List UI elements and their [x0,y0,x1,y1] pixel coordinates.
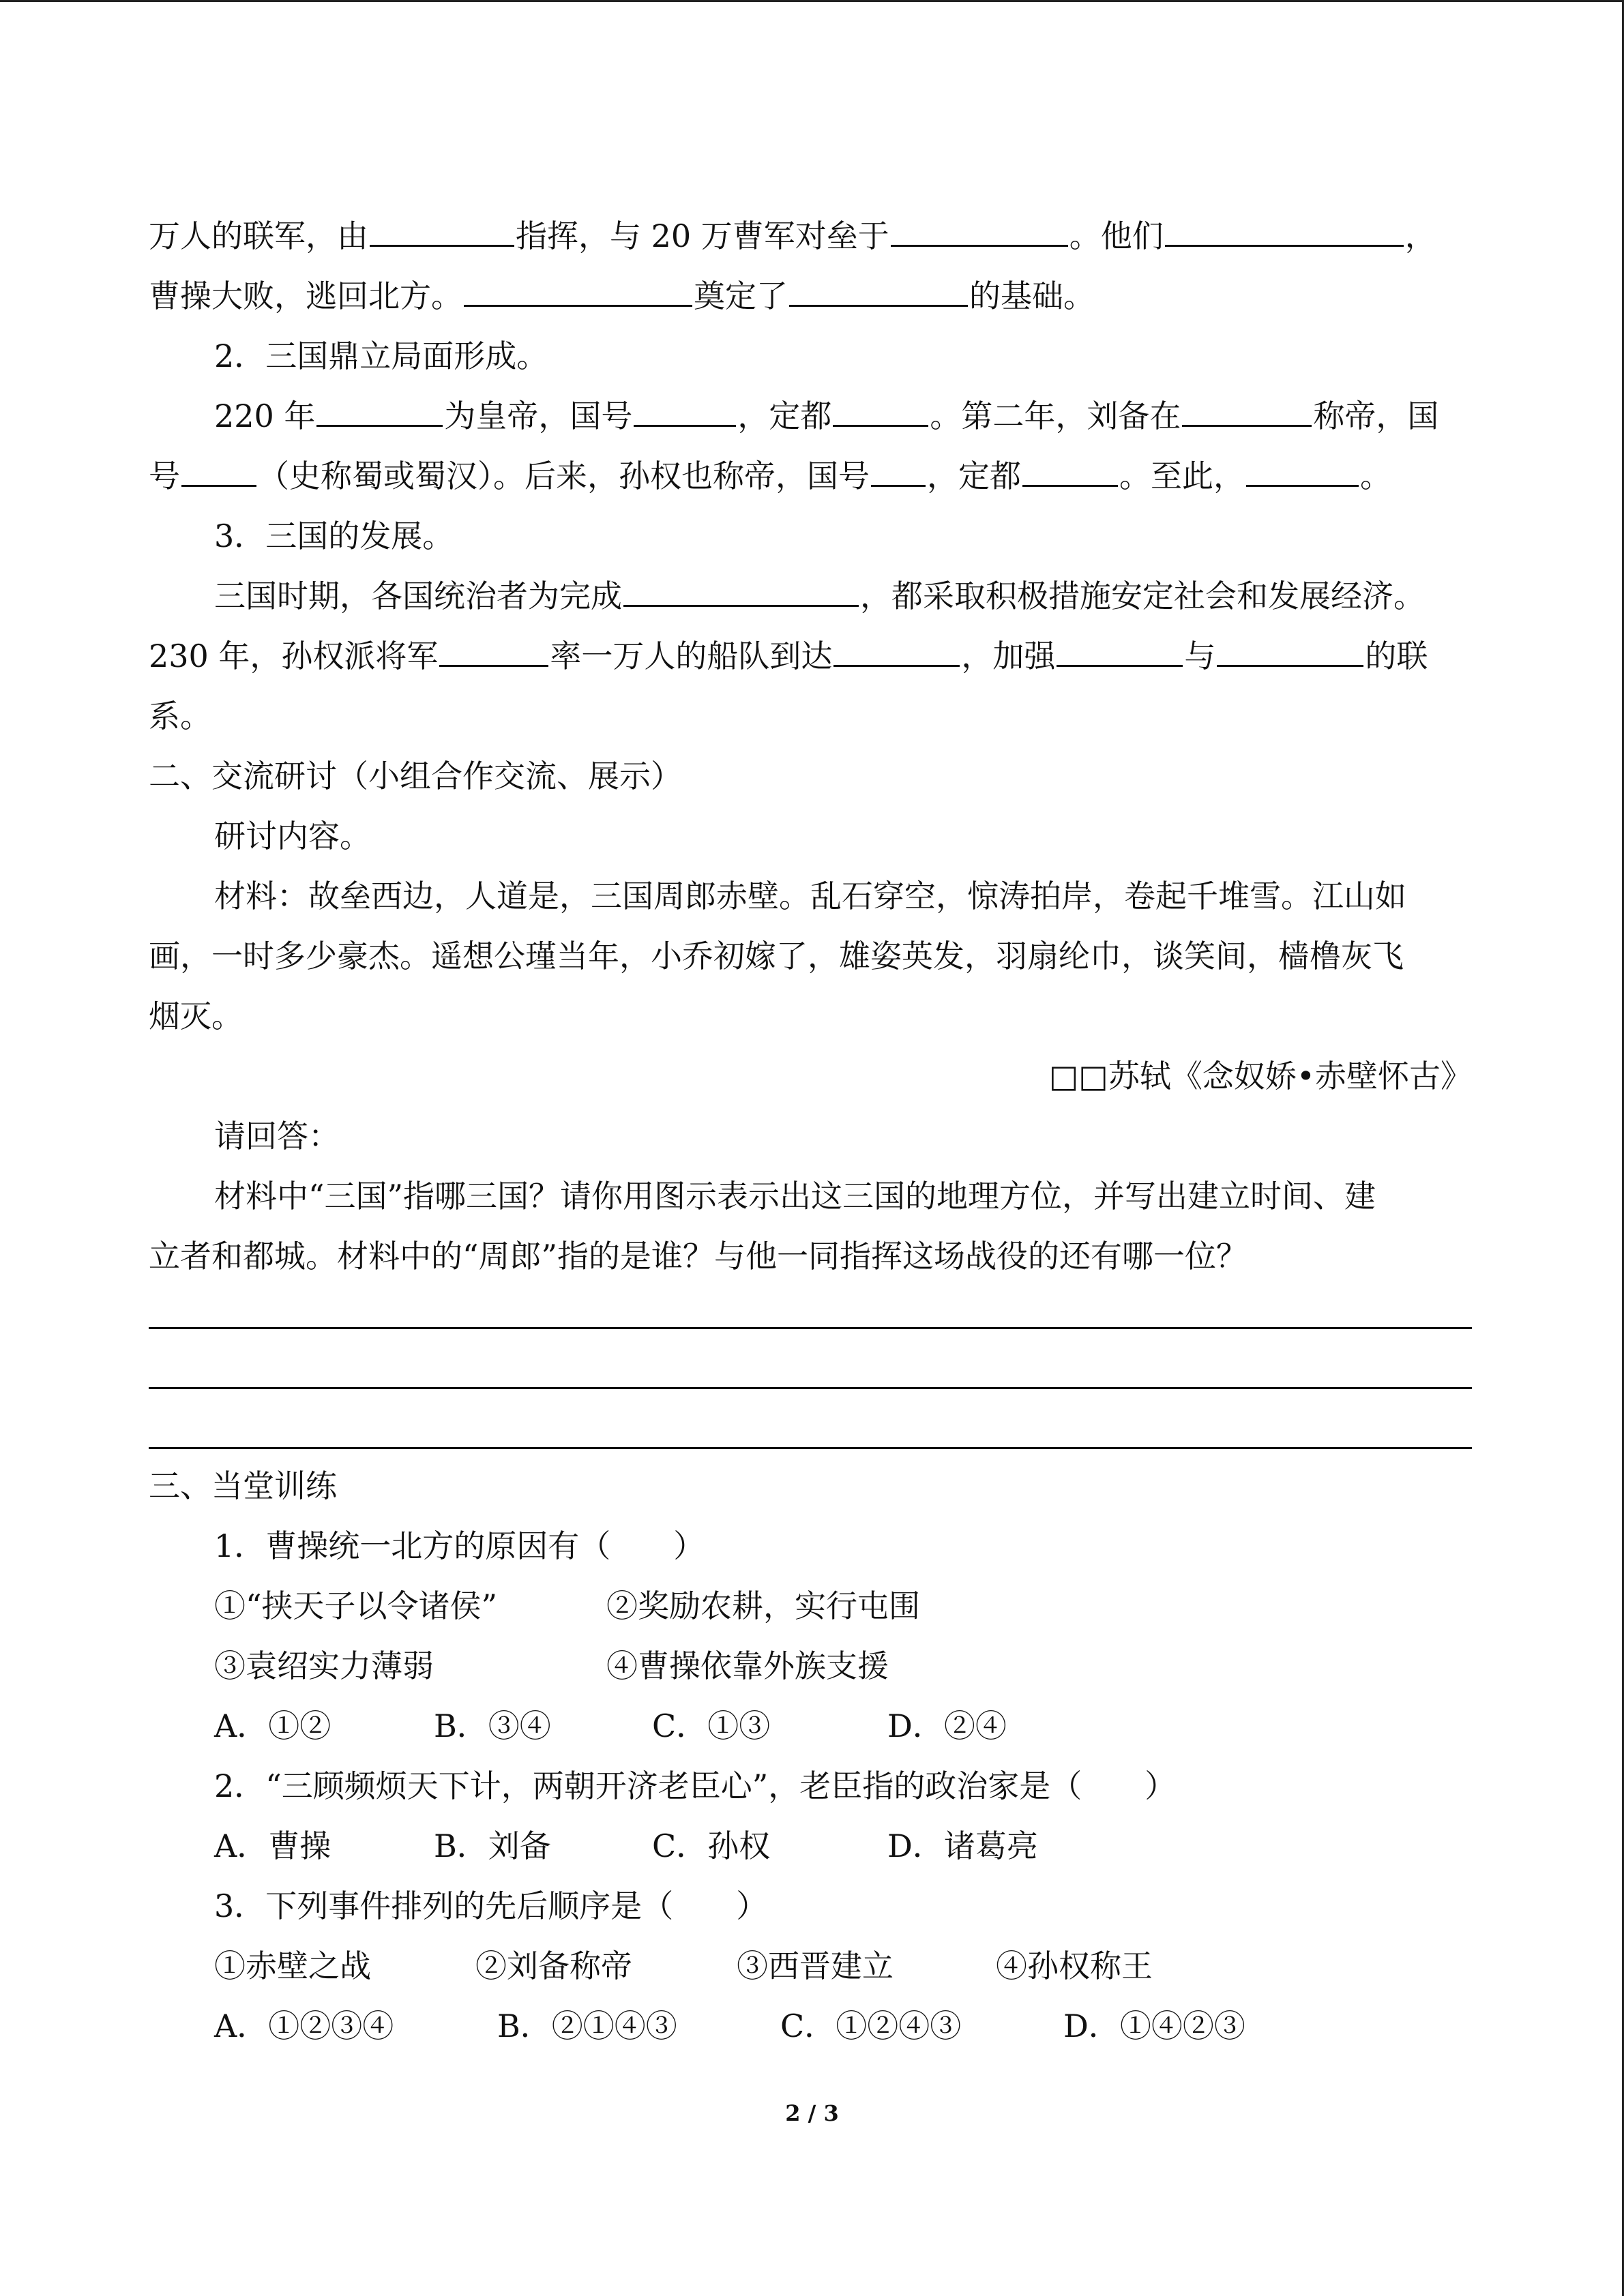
fill-blank[interactable] [634,393,736,427]
q1-stem: 1．曹操统一北方的原因有（ ） [214,1527,705,1564]
event: ①赤壁之战 [214,1948,371,1984]
statement: ③袁绍实力薄弱 [214,1648,434,1684]
event: ③西晋建立 [737,1948,894,1984]
material-line2: 画，一时多少豪杰。遥想公瑾当年，小乔初嫁了，雄姿英发，羽扇纶巾，谈笑间，樯橹灰飞 [149,938,1404,974]
q2-choices [149,1816,1472,1876]
fill-blank[interactable] [1246,453,1359,487]
fill-blank[interactable] [181,453,256,487]
q1-statements-row1 [149,1576,1472,1636]
choice-c[interactable]: C．①③ [652,1708,771,1744]
fill-blank[interactable] [789,273,968,307]
text: ，定都 [927,458,1021,494]
text: ， [1404,218,1436,254]
question-line2: 立者和都城。材料中的“周郎”指的是谁？与他一同指挥这场战役的还有哪一位？ [149,1238,1248,1274]
statement: ①“挟天子以令诸侯” [214,1587,498,1624]
item2-title: 2．三国鼎立局面形成。 [214,338,548,374]
fill-blank[interactable] [316,393,443,427]
fill-blank[interactable] [1182,393,1312,427]
choice-b[interactable]: B．③④ [434,1708,551,1744]
item3-title: 3．三国的发展。 [214,518,454,554]
choice-a[interactable]: A．曹操 [214,1828,331,1864]
section3-heading: 三、当堂训练 [149,1467,337,1504]
page-number: 2 / 3 [785,2100,839,2126]
text: 220 年 [214,398,316,434]
fill-blank[interactable] [370,213,514,247]
material-line3: 烟灭。 [149,998,243,1034]
choice-d[interactable]: D．①④②③ [1063,2008,1245,2044]
fill-blank[interactable] [891,213,1068,247]
material-source: □□苏轼《念奴娇•赤壁怀古》 [1048,1058,1472,1094]
text: 率一万人的船队到达 [550,638,833,674]
worksheet-content [149,206,1472,2056]
choice-b[interactable]: B．刘备 [434,1828,551,1864]
text: 三国时期，各国统治者为完成 [214,578,622,614]
text: 称帝，国 [1313,398,1439,434]
item3-line3: 系。 [149,698,211,734]
text: 的联 [1365,638,1428,674]
fill-blank[interactable] [871,453,926,487]
event: ④孙权称王 [996,1948,1153,1984]
section1-line1 [149,206,1472,266]
q1-choices [149,1696,1472,1756]
fill-blank[interactable] [464,273,692,307]
text: 。他们 [1069,218,1164,254]
text: 指挥，与 20 万曹军对垒于 [516,218,889,254]
choice-a[interactable]: A．①② [214,1708,331,1744]
fill-blank[interactable] [1022,453,1118,487]
material-line1: 材料：故垒西边，人道是，三国周郎赤壁。乱石穿空，惊涛拍岸，卷起千堆雪。江山如 [214,878,1406,914]
q3-choices [149,1996,1472,2056]
answer-prompt: 请回答： [214,1118,340,1154]
text: 万人的联军，由 [149,218,368,254]
text: 。第二年，刘备在 [930,398,1181,434]
text: 为皇帝，国号 [444,398,633,434]
text: 曹操大败，逃回北方。 [149,278,462,314]
text: ，定都 [737,398,832,434]
choice-d[interactable]: D．诸葛亮 [887,1828,1038,1864]
choice-c[interactable]: C．①②④③ [780,2008,962,2044]
text: 。至此， [1119,458,1245,494]
q3-events [149,1936,1472,1996]
item2-line2 [149,446,1472,506]
q2-stem: 2．“三顾频烦天下计，两朝开济老臣心”，老臣指的政治家是（ ） [214,1768,1177,1804]
section2-heading: 二、交流研讨（小组合作交流、展示） [149,758,682,794]
item3-line2 [149,626,1472,686]
text: 。 [1360,458,1391,494]
section2-subheading: 研讨内容。 [214,818,371,854]
text: ，都采取积极措施安定社会和发展经济。 [860,578,1425,614]
fill-blank[interactable] [833,393,928,427]
choice-d[interactable]: D．②④ [887,1708,1007,1744]
q1-statements-row2 [149,1636,1472,1696]
choice-b[interactable]: B．②①④③ [497,2008,677,2044]
fill-blank[interactable] [1217,633,1363,667]
item2-line1 [149,386,1472,446]
text: 230 年，孙权派将军 [149,638,439,674]
text: 号 [149,458,180,494]
event: ②刘备称帝 [475,1948,632,1984]
choice-a[interactable]: A．①②③④ [214,2008,394,2044]
text: 奠定了 [694,278,788,314]
item3-line1 [149,566,1472,626]
q3-stem: 3．下列事件排列的先后顺序是（ ） [214,1888,768,1924]
text: 与 [1184,638,1216,674]
statement: ④曹操依靠外族支援 [606,1648,889,1684]
fill-blank[interactable] [439,633,548,667]
fill-blank[interactable] [1057,633,1183,667]
statement: ②奖励农耕，实行屯围 [606,1587,920,1624]
text: 的基础。 [969,278,1095,314]
fill-blank[interactable] [1165,213,1404,247]
question-line1: 材料中“三国”指哪三国？请你用图示表示出这三国的地理方位，并写出建立时间、建 [214,1178,1376,1214]
fill-blank[interactable] [833,633,960,667]
text: （史称蜀或蜀汉）。后来，孙权也称帝，国号 [258,458,870,494]
section1-line2 [149,266,1472,326]
fill-blank[interactable] [623,573,859,607]
choice-c[interactable]: C．孙权 [652,1828,771,1864]
text: ，加强 [961,638,1056,674]
